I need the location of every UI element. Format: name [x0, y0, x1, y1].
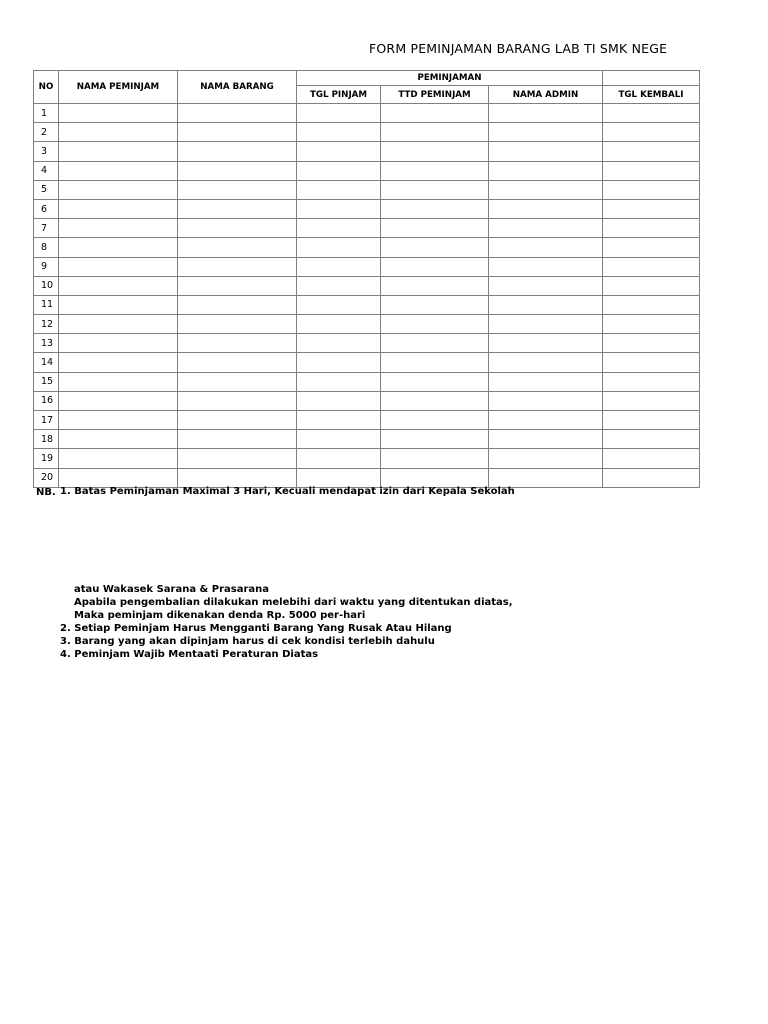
row-number: 4 [34, 161, 59, 180]
cell-nama-peminjam[interactable] [59, 315, 178, 334]
cell-ttd-peminjam[interactable] [381, 391, 489, 410]
cell-nama-admin[interactable] [489, 123, 603, 142]
cell-nama-admin[interactable] [489, 180, 603, 199]
cell-ttd-peminjam[interactable] [381, 161, 489, 180]
cell-tgl-pinjam[interactable] [297, 391, 381, 410]
cell-ttd-peminjam[interactable] [381, 468, 489, 487]
cell-nama-barang[interactable] [178, 449, 297, 468]
cell-nama-peminjam[interactable] [59, 123, 178, 142]
cell-nama-peminjam[interactable] [59, 199, 178, 218]
cell-tgl-pinjam[interactable] [297, 180, 381, 199]
table-row [34, 142, 700, 161]
cell-nama-barang[interactable] [178, 257, 297, 276]
cell-tgl-kembali[interactable] [603, 161, 700, 180]
cell-nama-admin[interactable] [489, 276, 603, 295]
cell-nama-admin[interactable] [489, 391, 603, 410]
cell-tgl-pinjam[interactable] [297, 295, 381, 314]
cell-nama-admin[interactable] [489, 219, 603, 238]
cell-tgl-kembali[interactable] [603, 180, 700, 199]
row-number: 3 [34, 142, 59, 161]
cell-tgl-pinjam[interactable] [297, 372, 381, 391]
table-row [34, 123, 700, 142]
header-blank [603, 71, 700, 86]
table-row [34, 334, 700, 353]
cell-nama-admin[interactable] [489, 468, 603, 487]
table-row [34, 468, 700, 487]
header-nama-barang: NAMA BARANG [178, 71, 297, 104]
table-row [34, 276, 700, 295]
note-item-1-cont-1: atau Wakasek Sarana & Prasarana [74, 584, 269, 595]
row-number: 19 [34, 449, 59, 468]
cell-nama-admin[interactable] [489, 449, 603, 468]
cell-tgl-kembali[interactable] [603, 353, 700, 372]
cell-nama-admin[interactable] [489, 353, 603, 372]
row-number: 8 [34, 238, 59, 257]
cell-nama-barang[interactable] [178, 161, 297, 180]
cell-tgl-kembali[interactable] [603, 449, 700, 468]
cell-nama-barang[interactable] [178, 104, 297, 123]
note-item-1-cont-2: Apabila pengembalian dilakukan melebihi dari waktu yang ditentukan diatas, [74, 597, 513, 608]
cell-ttd-peminjam[interactable] [381, 276, 489, 295]
cell-nama-barang[interactable] [178, 276, 297, 295]
cell-tgl-pinjam[interactable] [297, 411, 381, 430]
note-item-4: 4. Peminjam Wajib Mentaati Peraturan Diatas [60, 649, 319, 660]
table-row [34, 353, 700, 372]
cell-nama-peminjam[interactable] [59, 104, 178, 123]
cell-tgl-pinjam[interactable] [297, 276, 381, 295]
cell-nama-admin[interactable] [489, 372, 603, 391]
cell-ttd-peminjam[interactable] [381, 334, 489, 353]
header-ttd-peminjam: TTD PEMINJAM [381, 86, 489, 104]
cell-nama-barang[interactable] [178, 238, 297, 257]
row-number: 2 [34, 123, 59, 142]
cell-tgl-pinjam[interactable] [297, 104, 381, 123]
cell-nama-barang[interactable] [178, 334, 297, 353]
cell-nama-barang[interactable] [178, 180, 297, 199]
table-row [34, 372, 700, 391]
cell-nama-peminjam[interactable] [59, 334, 178, 353]
row-number: 17 [34, 411, 59, 430]
cell-tgl-pinjam[interactable] [297, 315, 381, 334]
cell-tgl-kembali[interactable] [603, 257, 700, 276]
cell-tgl-pinjam[interactable] [297, 161, 381, 180]
cell-nama-admin[interactable] [489, 161, 603, 180]
cell-tgl-pinjam[interactable] [297, 334, 381, 353]
cell-nama-admin[interactable] [489, 430, 603, 449]
cell-nama-barang[interactable] [178, 468, 297, 487]
cell-tgl-kembali[interactable] [603, 199, 700, 218]
cell-nama-peminjam[interactable] [59, 257, 178, 276]
cell-nama-barang[interactable] [178, 372, 297, 391]
row-number: 15 [34, 372, 59, 391]
cell-tgl-pinjam[interactable] [297, 449, 381, 468]
header-nama-admin: NAMA ADMIN [489, 86, 603, 104]
row-number: 20 [34, 468, 59, 487]
table-row [34, 295, 700, 314]
cell-nama-admin[interactable] [489, 199, 603, 218]
cell-tgl-kembali[interactable] [603, 334, 700, 353]
cell-tgl-pinjam[interactable] [297, 199, 381, 218]
row-number: 6 [34, 199, 59, 218]
cell-tgl-pinjam[interactable] [297, 238, 381, 257]
cell-nama-peminjam[interactable] [59, 219, 178, 238]
cell-ttd-peminjam[interactable] [381, 353, 489, 372]
cell-ttd-peminjam[interactable] [381, 315, 489, 334]
cell-nama-admin[interactable] [489, 257, 603, 276]
cell-tgl-pinjam[interactable] [297, 123, 381, 142]
cell-nama-peminjam[interactable] [59, 161, 178, 180]
row-number: 10 [34, 276, 59, 295]
row-number: 13 [34, 334, 59, 353]
cell-tgl-kembali[interactable] [603, 315, 700, 334]
cell-ttd-peminjam[interactable] [381, 295, 489, 314]
cell-tgl-pinjam[interactable] [297, 142, 381, 161]
cell-nama-peminjam[interactable] [59, 391, 178, 410]
notes-label: NB. [36, 487, 56, 498]
cell-tgl-kembali[interactable] [603, 219, 700, 238]
cell-ttd-peminjam[interactable] [381, 180, 489, 199]
cell-tgl-kembali[interactable] [603, 238, 700, 257]
row-number: 9 [34, 257, 59, 276]
cell-tgl-kembali[interactable] [603, 276, 700, 295]
cell-nama-admin[interactable] [489, 334, 603, 353]
row-number: 7 [34, 219, 59, 238]
cell-tgl-kembali[interactable] [603, 142, 700, 161]
cell-ttd-peminjam[interactable] [381, 449, 489, 468]
cell-tgl-kembali[interactable] [603, 411, 700, 430]
cell-nama-barang[interactable] [178, 430, 297, 449]
cell-nama-peminjam[interactable] [59, 430, 178, 449]
cell-nama-barang[interactable] [178, 199, 297, 218]
cell-nama-barang[interactable] [178, 411, 297, 430]
header-no: NO [34, 71, 59, 104]
table-row [34, 219, 700, 238]
cell-nama-admin[interactable] [489, 142, 603, 161]
cell-tgl-pinjam[interactable] [297, 219, 381, 238]
cell-nama-peminjam[interactable] [59, 372, 178, 391]
table-row [34, 257, 700, 276]
cell-tgl-kembali[interactable] [603, 123, 700, 142]
table-row [34, 199, 700, 218]
note-item-1-cont-3: Maka peminjam dikenakan denda Rp. 5000 per-hari [74, 610, 366, 621]
cell-tgl-kembali[interactable] [603, 391, 700, 410]
cell-nama-barang[interactable] [178, 219, 297, 238]
table-row [34, 411, 700, 430]
cell-nama-barang[interactable] [178, 142, 297, 161]
cell-nama-admin[interactable] [489, 411, 603, 430]
cell-nama-admin[interactable] [489, 104, 603, 123]
table-row [34, 391, 700, 410]
cell-tgl-pinjam[interactable] [297, 353, 381, 372]
cell-nama-barang[interactable] [178, 353, 297, 372]
cell-ttd-peminjam[interactable] [381, 372, 489, 391]
table-row [34, 238, 700, 257]
cell-ttd-peminjam[interactable] [381, 430, 489, 449]
note-item-1: 1. Batas Peminjaman Maximal 3 Hari, Kecuali mendapat izin dari Kepala Sekolah [60, 486, 515, 497]
cell-tgl-kembali[interactable] [603, 430, 700, 449]
cell-ttd-peminjam[interactable] [381, 411, 489, 430]
row-number: 5 [34, 180, 59, 199]
cell-tgl-pinjam[interactable] [297, 468, 381, 487]
table-row [34, 315, 700, 334]
cell-ttd-peminjam[interactable] [381, 238, 489, 257]
cell-tgl-kembali[interactable] [603, 468, 700, 487]
cell-ttd-peminjam[interactable] [381, 142, 489, 161]
cell-nama-peminjam[interactable] [59, 142, 178, 161]
form-title: FORM PEMINJAMAN BARANG LAB TI SMK NEGE [369, 41, 668, 56]
cell-ttd-peminjam[interactable] [381, 257, 489, 276]
cell-nama-peminjam[interactable] [59, 276, 178, 295]
cell-tgl-pinjam[interactable] [297, 257, 381, 276]
note-item-2: 2. Setiap Peminjam Harus Mengganti Barang Yang Rusak Atau Hilang [60, 623, 452, 634]
header-tgl-kembali: TGL KEMBALI [603, 86, 700, 104]
header-peminjaman: PEMINJAMAN [297, 71, 603, 86]
cell-nama-peminjam[interactable] [59, 468, 178, 487]
cell-nama-peminjam[interactable] [59, 411, 178, 430]
cell-nama-admin[interactable] [489, 238, 603, 257]
cell-ttd-peminjam[interactable] [381, 123, 489, 142]
cell-nama-peminjam[interactable] [59, 180, 178, 199]
table-row [34, 104, 700, 123]
row-number: 12 [34, 315, 59, 334]
cell-nama-barang[interactable] [178, 391, 297, 410]
cell-nama-barang[interactable] [178, 315, 297, 334]
cell-nama-peminjam[interactable] [59, 238, 178, 257]
cell-nama-peminjam[interactable] [59, 449, 178, 468]
cell-tgl-kembali[interactable] [603, 295, 700, 314]
table-row [34, 180, 700, 199]
cell-nama-admin[interactable] [489, 315, 603, 334]
cell-tgl-kembali[interactable] [603, 372, 700, 391]
header-tgl-pinjam: TGL PINJAM [297, 86, 381, 104]
cell-nama-peminjam[interactable] [59, 295, 178, 314]
cell-nama-admin[interactable] [489, 295, 603, 314]
table-row [34, 161, 700, 180]
row-number: 1 [34, 104, 59, 123]
cell-nama-barang[interactable] [178, 295, 297, 314]
cell-ttd-peminjam[interactable] [381, 219, 489, 238]
header-nama-peminjam: NAMA PEMINJAM [59, 71, 178, 104]
row-number: 18 [34, 430, 59, 449]
cell-nama-barang[interactable] [178, 123, 297, 142]
loan-table [33, 70, 700, 488]
row-number: 14 [34, 353, 59, 372]
cell-ttd-peminjam[interactable] [381, 104, 489, 123]
cell-nama-peminjam[interactable] [59, 353, 178, 372]
cell-tgl-pinjam[interactable] [297, 430, 381, 449]
note-item-3: 3. Barang yang akan dipinjam harus di cek kondisi terlebih dahulu [60, 636, 435, 647]
table-row [34, 430, 700, 449]
cell-ttd-peminjam[interactable] [381, 199, 489, 218]
table-row [34, 449, 700, 468]
row-number: 16 [34, 391, 59, 410]
row-number: 11 [34, 295, 59, 314]
cell-tgl-kembali[interactable] [603, 104, 700, 123]
